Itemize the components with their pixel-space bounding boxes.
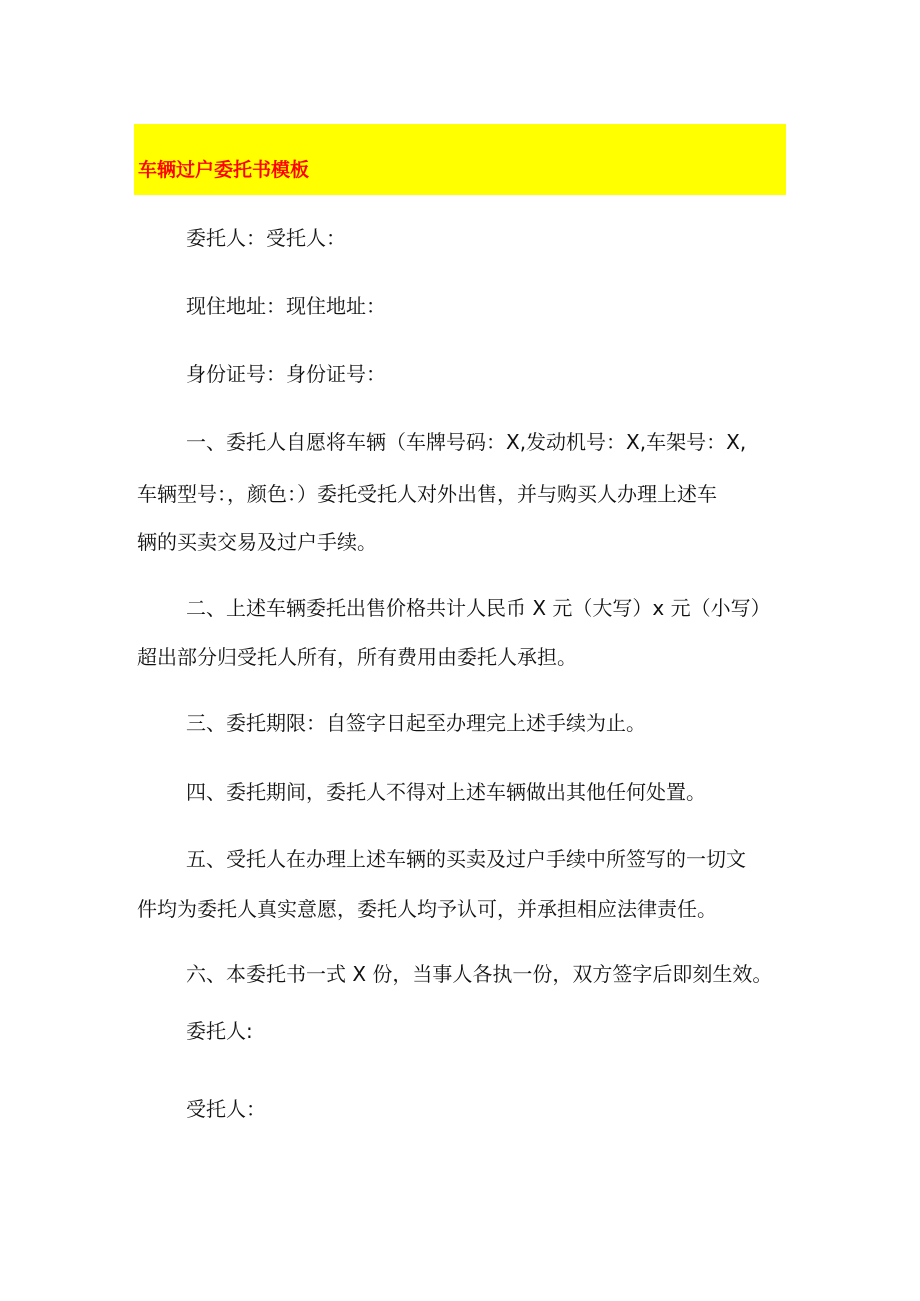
id-number-line: 身份证号：身份证号： bbox=[186, 362, 386, 386]
clause-2-line-1: 二、上述车辆委托出售价格共计人民币 X 元（大写）x 元（小写） bbox=[186, 596, 771, 620]
document-title: 车辆过户委托书模板 bbox=[138, 159, 310, 181]
title-highlight bbox=[134, 124, 786, 195]
clause-5-line-2: 件均为委托人真实意愿，委托人均予认可，并承担相应法律责任。 bbox=[137, 897, 717, 921]
agent-signature-line: 受托人： bbox=[186, 1097, 266, 1121]
clause-2-line-2: 超出部分归受托人所有，所有费用由委托人承担。 bbox=[137, 645, 577, 669]
clause-1-line-3: 辆的买卖交易及过户手续。 bbox=[137, 530, 377, 554]
principal-signature-line: 委托人: bbox=[186, 1019, 253, 1043]
clause-1-line-1: 一、委托人自愿将车辆（车牌号码：X,发动机号：X,车架号：X, bbox=[186, 430, 747, 454]
principal-agent-line: 委托人：受托人： bbox=[186, 226, 346, 250]
clause-3-line: 三、委托期限：自签字日起至办理完上述手续为止。 bbox=[186, 711, 646, 735]
clause-1-line-2: 车辆型号：，颜色：）委托受托人对外出售，并与购买人办理上述车 bbox=[137, 482, 717, 506]
address-line: 现住地址：现住地址： bbox=[186, 294, 386, 318]
clause-6-line: 六、本委托书一式 X 份，当事人各执一份，双方签字后即刻生效。 bbox=[186, 962, 773, 986]
clause-4-line: 四、委托期间，委托人不得对上述车辆做出其他任何处置。 bbox=[186, 780, 706, 804]
clause-5-line-1: 五、受托人在办理上述车辆的买卖及过户手续中所签写的一切文 bbox=[186, 847, 746, 871]
